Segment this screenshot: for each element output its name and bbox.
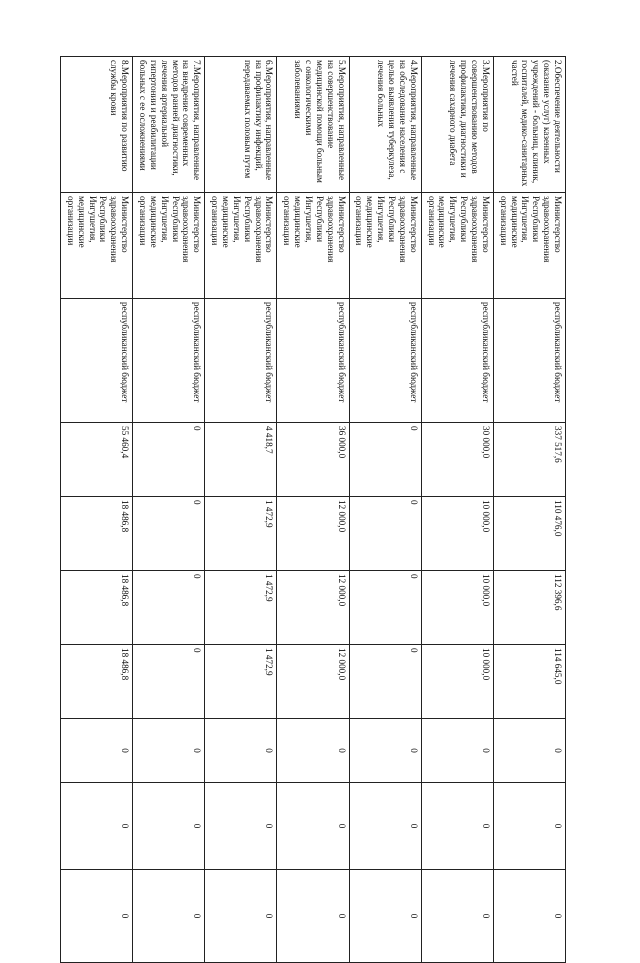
year2-cell: 10 000,0 bbox=[421, 571, 493, 645]
year2-cell: 12 000,0 bbox=[277, 571, 349, 645]
event-cell bbox=[133, 57, 205, 193]
zero-cell-1: 0 bbox=[421, 719, 493, 783]
event-text: 3.Мероприятия по совершенствованию методов профилактики, диагностики и лечения сахарного диабета bbox=[448, 60, 491, 178]
year2-cell: 0 bbox=[133, 571, 205, 645]
zero-cell-3: 0 bbox=[205, 870, 277, 963]
zero-cell-3: 0 bbox=[61, 870, 133, 963]
event-text: 4.Мероприятия, направленные на обследование населения с целью выявления туберкулеза, лечения больных bbox=[376, 60, 419, 181]
total-cell: 36 000,0 bbox=[277, 423, 349, 497]
event-cell bbox=[493, 57, 565, 193]
zero-cell-3: 0 bbox=[277, 870, 349, 963]
source-cell bbox=[421, 299, 493, 423]
year1-cell: 10 000,0 bbox=[421, 497, 493, 571]
executor-text: Министерство здравоохранения Республики Ингушетия, медицинские организации bbox=[282, 196, 347, 263]
event-text: 6.Мероприятия, направленные на профилактику инфекций, передаваемых половым путем bbox=[242, 60, 275, 181]
year1-cell: 12 000,0 bbox=[277, 497, 349, 571]
source-cell bbox=[61, 299, 133, 423]
year3-cell: 1 472,9 bbox=[205, 645, 277, 719]
zero-cell-1: 0 bbox=[61, 719, 133, 783]
source-cell bbox=[133, 299, 205, 423]
event-text: 7.Мероприятия, направленные на внедрение современных методов ранней диагностики, лечения артериальной гипертонии и реабилитации больных с ее осложнениями bbox=[138, 60, 203, 181]
zero-cell-1: 0 bbox=[349, 719, 421, 783]
zero-cell-1: 0 bbox=[205, 719, 277, 783]
year3-cell: 0 bbox=[133, 645, 205, 719]
event-cell bbox=[349, 57, 421, 193]
year1-cell: 1 472,9 bbox=[205, 497, 277, 571]
year3-cell: 18 486,8 bbox=[61, 645, 133, 719]
executor-text: Министерство здравоохранения Республики Ингушетия, медицинские организации bbox=[210, 196, 275, 263]
zero-cell-2: 0 bbox=[61, 783, 133, 870]
zero-cell-3: 0 bbox=[493, 870, 565, 963]
executor-text: Министерство здравоохранения Республики Ингушетия, медицинские организации bbox=[138, 196, 203, 263]
year2-cell: 1 472,9 bbox=[205, 571, 277, 645]
year2-cell: 112 396,6 bbox=[493, 571, 565, 645]
source-text: республиканский бюджет bbox=[120, 302, 131, 403]
table-row bbox=[61, 57, 133, 963]
year1-cell: 18 486,8 bbox=[61, 497, 133, 571]
table-row bbox=[421, 57, 493, 963]
executor-cell bbox=[277, 193, 349, 299]
year1-cell: 110 476,0 bbox=[493, 497, 565, 571]
zero-cell-3: 0 bbox=[133, 870, 205, 963]
zero-cell-3: 0 bbox=[421, 870, 493, 963]
executor-cell bbox=[421, 193, 493, 299]
executor-text: Министерство здравоохранения Республики Ингушетия, медицинские организации bbox=[65, 196, 131, 263]
table-row bbox=[493, 57, 565, 963]
source-cell bbox=[493, 299, 565, 423]
table-row bbox=[133, 57, 205, 963]
zero-cell-2: 0 bbox=[349, 783, 421, 870]
source-text: республиканский бюджет bbox=[553, 302, 563, 403]
total-cell: 30 000,0 bbox=[421, 423, 493, 497]
total-cell: 337 517,6 bbox=[493, 423, 565, 497]
event-text: 8.Мероприятия по развитию службы крови bbox=[109, 60, 131, 172]
executor-text: Министерство здравоохранения Республики Ингушетия, медицинские организации bbox=[354, 196, 419, 263]
zero-cell-2: 0 bbox=[205, 783, 277, 870]
table-body bbox=[61, 57, 566, 963]
year2-cell: 18 486,8 bbox=[61, 571, 133, 645]
total-cell: 0 bbox=[349, 423, 421, 497]
year1-cell: 0 bbox=[133, 497, 205, 571]
event-cell bbox=[205, 57, 277, 193]
total-cell: 4 418,7 bbox=[205, 423, 277, 497]
zero-cell-1: 0 bbox=[493, 719, 565, 783]
total-cell: 55 460,4 bbox=[61, 423, 133, 497]
year1-cell: 0 bbox=[349, 497, 421, 571]
executor-text: Министерство здравоохранения Республики Ингушетия, медицинские организации bbox=[498, 196, 563, 263]
year3-cell: 0 bbox=[349, 645, 421, 719]
source-text: республиканский бюджет bbox=[480, 302, 491, 403]
zero-cell-2: 0 bbox=[277, 783, 349, 870]
source-text: республиканский бюджет bbox=[336, 302, 347, 403]
executor-text: Министерство здравоохранения Республики Ингушетия, медицинские организации bbox=[426, 196, 491, 263]
zero-cell-1: 0 bbox=[277, 719, 349, 783]
table-row bbox=[277, 57, 349, 963]
event-cell bbox=[61, 57, 133, 193]
zero-cell-2: 0 bbox=[421, 783, 493, 870]
event-cell bbox=[277, 57, 349, 193]
source-text: республиканский бюджет bbox=[408, 302, 419, 403]
event-text: 2.Обеспечение деятельности (оказание услуг) казенных учреждений - больниц, клиник, госпиталей, медико-санитарных частей bbox=[509, 60, 563, 187]
zero-cell-3: 0 bbox=[349, 870, 421, 963]
event-cell bbox=[421, 57, 493, 193]
source-text: республиканский бюджет bbox=[264, 302, 275, 403]
rotated-table-container bbox=[60, 56, 566, 919]
year3-cell: 114 645,0 bbox=[493, 645, 565, 719]
zero-cell-1: 0 bbox=[133, 719, 205, 783]
table-row bbox=[205, 57, 277, 963]
zero-cell-2: 0 bbox=[493, 783, 565, 870]
source-cell bbox=[349, 299, 421, 423]
executor-cell bbox=[349, 193, 421, 299]
zero-cell-2: 0 bbox=[133, 783, 205, 870]
source-text: республиканский бюджет bbox=[192, 302, 203, 403]
source-cell bbox=[277, 299, 349, 423]
year3-cell: 10 000,0 bbox=[421, 645, 493, 719]
program-activities-table bbox=[60, 56, 566, 963]
executor-cell bbox=[133, 193, 205, 299]
executor-cell bbox=[493, 193, 565, 299]
source-cell bbox=[205, 299, 277, 423]
event-text: 5.Мероприятия, направленные на совершенствование медицинской помощи больным с онкологическими заболеваниями bbox=[293, 60, 347, 183]
executor-cell bbox=[205, 193, 277, 299]
year3-cell: 12 000,0 bbox=[277, 645, 349, 719]
executor-cell bbox=[61, 193, 133, 299]
total-cell: 0 bbox=[133, 423, 205, 497]
year2-cell: 0 bbox=[349, 571, 421, 645]
table-row bbox=[349, 57, 421, 963]
